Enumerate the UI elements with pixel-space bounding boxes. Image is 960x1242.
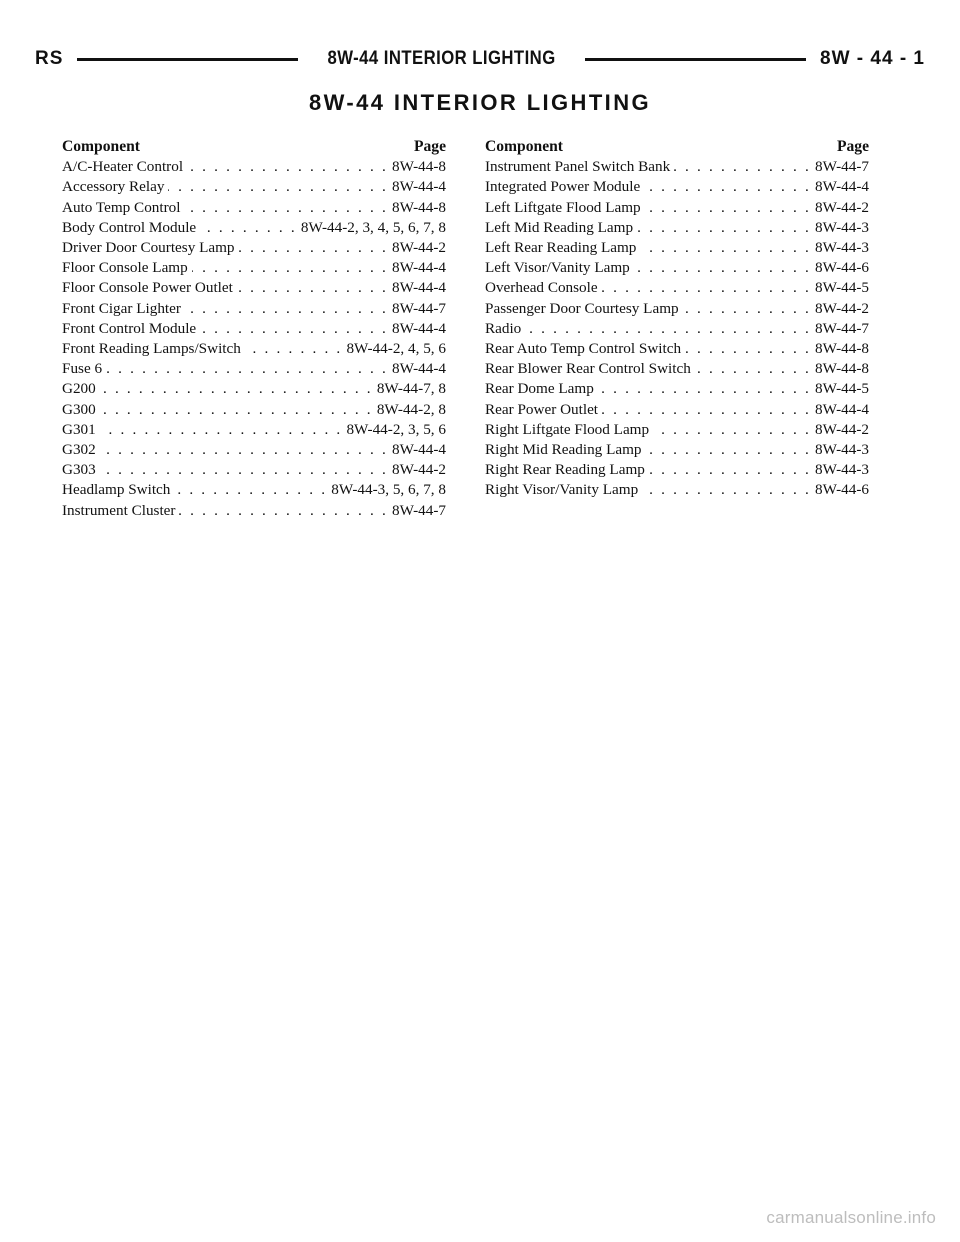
index-entry bbox=[62, 157, 446, 177]
dot-leader bbox=[602, 278, 811, 298]
index-entry bbox=[485, 460, 869, 480]
watermark: carmanualsonline.info bbox=[766, 1208, 936, 1227]
index-entry bbox=[485, 278, 869, 298]
dot-leader bbox=[100, 379, 373, 399]
page-reference: 8W-44-7, 8 bbox=[376, 380, 446, 398]
component-name: G300 bbox=[62, 400, 96, 418]
index-entry bbox=[62, 258, 446, 278]
column-heading bbox=[62, 137, 446, 157]
dot-leader bbox=[100, 400, 373, 420]
page-reference: 8W-44-2, 4, 5, 6 bbox=[346, 340, 446, 358]
component-name: Overhead Console bbox=[485, 279, 598, 297]
index-entry bbox=[62, 319, 446, 339]
page-reference: 8W-44-4 bbox=[815, 178, 869, 196]
index-entry bbox=[62, 218, 446, 238]
component-name: Passenger Door Courtesy Lamp bbox=[485, 299, 679, 317]
page-reference: 8W-44-2 bbox=[392, 461, 446, 479]
page-reference: 8W-44-3 bbox=[815, 239, 869, 257]
column-heading bbox=[485, 137, 869, 157]
page-reference: 8W-44-8 bbox=[392, 158, 446, 176]
dot-leader bbox=[602, 400, 811, 420]
page-reference: 8W-44-3, 5, 6, 7, 8 bbox=[331, 481, 446, 499]
index-entry bbox=[485, 480, 869, 500]
index-entry bbox=[62, 278, 446, 298]
component-name: G200 bbox=[62, 380, 96, 398]
dot-leader bbox=[200, 319, 388, 339]
index-entry bbox=[485, 359, 869, 379]
component-name: Fuse 6 bbox=[62, 360, 103, 378]
index-entry bbox=[62, 359, 446, 379]
header-rule-right bbox=[585, 58, 806, 61]
component-name: G302 bbox=[62, 441, 96, 459]
dot-leader bbox=[179, 501, 388, 521]
component-name: Left Mid Reading Lamp bbox=[485, 218, 634, 236]
index-entry bbox=[485, 177, 869, 197]
header-section-code: RS bbox=[35, 48, 64, 69]
component-name: Front Cigar Lighter bbox=[62, 299, 181, 317]
component-name: Right Mid Reading Lamp bbox=[485, 441, 642, 459]
dot-leader bbox=[653, 420, 811, 440]
dot-leader bbox=[184, 198, 388, 218]
component-name: Rear Auto Temp Control Switch bbox=[485, 340, 682, 358]
index-entry bbox=[485, 339, 869, 359]
page-reference: 8W-44-7 bbox=[392, 501, 446, 519]
dot-leader bbox=[245, 339, 343, 359]
index-entry bbox=[485, 258, 869, 278]
dot-leader bbox=[640, 238, 811, 258]
index-entry bbox=[62, 379, 446, 399]
index-entry bbox=[62, 238, 446, 258]
index-column-right bbox=[485, 137, 869, 501]
dot-leader bbox=[100, 460, 388, 480]
page-heading: Page bbox=[836, 138, 869, 155]
page-reference: 8W-44-2, 3, 4, 5, 6, 7, 8 bbox=[300, 218, 446, 236]
page-reference: 8W-44-4 bbox=[392, 441, 446, 459]
component-name: Front Reading Lamps/Switch bbox=[62, 340, 241, 358]
dot-leader bbox=[525, 319, 811, 339]
page-reference: 8W-44-2 bbox=[815, 299, 869, 317]
page-reference: 8W-44-6 bbox=[815, 481, 869, 499]
page-reference: 8W-44-8 bbox=[815, 360, 869, 378]
dot-leader bbox=[237, 278, 388, 298]
index-entry bbox=[485, 319, 869, 339]
dot-leader bbox=[646, 440, 811, 460]
component-name: Right Rear Reading Lamp bbox=[485, 461, 645, 479]
index-entry bbox=[485, 157, 869, 177]
component-name: G301 bbox=[62, 420, 96, 438]
component-name: G303 bbox=[62, 461, 96, 479]
component-name: Rear Power Outlet bbox=[485, 400, 599, 418]
page-reference: 8W-44-6 bbox=[815, 259, 869, 277]
index-entry bbox=[62, 198, 446, 218]
index-entry bbox=[485, 440, 869, 460]
header-rule-left bbox=[77, 58, 298, 61]
page-reference: 8W-44-2 bbox=[815, 420, 869, 438]
index-entry bbox=[485, 198, 869, 218]
page-reference: 8W-44-5 bbox=[815, 279, 869, 297]
page-reference: 8W-44-4 bbox=[392, 178, 446, 196]
index-entry bbox=[62, 440, 446, 460]
component-name: Left Visor/Vanity Lamp bbox=[485, 259, 630, 277]
page-reference: 8W-44-8 bbox=[392, 198, 446, 216]
page-header bbox=[35, 44, 925, 74]
dot-leader bbox=[642, 480, 811, 500]
page-reference: 8W-44-7 bbox=[815, 158, 869, 176]
dot-leader bbox=[192, 258, 388, 278]
index-entry bbox=[62, 460, 446, 480]
page-reference: 8W-44-3 bbox=[815, 441, 869, 459]
component-name: Driver Door Courtesy Lamp bbox=[62, 239, 235, 257]
page-reference: 8W-44-2 bbox=[815, 198, 869, 216]
dot-leader bbox=[685, 339, 811, 359]
index-entry bbox=[62, 480, 446, 500]
page-reference: 8W-44-2, 8 bbox=[376, 400, 446, 418]
page-heading: Page bbox=[413, 138, 446, 155]
component-name: Accessory Relay bbox=[62, 178, 165, 196]
component-name: Front Control Module bbox=[62, 319, 197, 337]
component-name: Instrument Cluster bbox=[62, 501, 176, 519]
page-reference: 8W-44-7 bbox=[392, 299, 446, 317]
dot-leader bbox=[649, 460, 811, 480]
dot-leader bbox=[100, 440, 388, 460]
component-name: Body Control Module bbox=[62, 218, 197, 236]
page-reference: 8W-44-2 bbox=[392, 239, 446, 257]
component-name: Rear Dome Lamp bbox=[485, 380, 594, 398]
component-name: Left Liftgate Flood Lamp bbox=[485, 198, 641, 216]
dot-leader bbox=[106, 359, 388, 379]
header-page-number: 8W - 44 - 1 bbox=[820, 48, 926, 69]
component-name: Auto Temp Control bbox=[62, 198, 181, 216]
index-entry bbox=[485, 299, 869, 319]
dot-leader bbox=[187, 157, 388, 177]
index-entry bbox=[62, 339, 446, 359]
page-reference: 8W-44-4 bbox=[392, 279, 446, 297]
component-name: Right Liftgate Flood Lamp bbox=[485, 420, 650, 438]
header-section-title: 8W-44 INTERIOR LIGHTING bbox=[327, 48, 556, 69]
page-title: 8W-44 INTERIOR LIGHTING bbox=[309, 90, 651, 115]
component-name: Floor Console Power Outlet bbox=[62, 279, 233, 297]
component-name: Left Rear Reading Lamp bbox=[485, 239, 637, 257]
dot-leader bbox=[100, 420, 343, 440]
component-name: Integrated Power Module bbox=[485, 178, 641, 196]
dot-leader bbox=[644, 177, 811, 197]
component-name: Floor Console Lamp bbox=[62, 259, 188, 277]
index-entry bbox=[62, 400, 446, 420]
index-entry bbox=[62, 501, 446, 521]
dot-leader bbox=[185, 299, 388, 319]
dot-leader bbox=[634, 258, 811, 278]
dot-leader bbox=[168, 177, 388, 197]
dot-leader bbox=[683, 299, 811, 319]
dot-leader bbox=[239, 238, 388, 258]
index-column-left bbox=[62, 137, 446, 521]
page-reference: 8W-44-3 bbox=[815, 218, 869, 236]
page-reference: 8W-44-2, 3, 5, 6 bbox=[346, 420, 446, 438]
component-name: Right Visor/Vanity Lamp bbox=[485, 481, 639, 499]
page-reference: 8W-44-7 bbox=[815, 319, 869, 337]
index-entry bbox=[485, 218, 869, 238]
dot-leader bbox=[674, 157, 811, 177]
page-reference: 8W-44-4 bbox=[392, 259, 446, 277]
dot-leader bbox=[598, 379, 811, 399]
index-entry bbox=[62, 177, 446, 197]
page-reference: 8W-44-4 bbox=[815, 400, 869, 418]
dot-leader bbox=[645, 198, 811, 218]
component-name: Instrument Panel Switch Bank bbox=[485, 158, 671, 176]
component-name: Headlamp Switch bbox=[62, 481, 171, 499]
page-reference: 8W-44-3 bbox=[815, 461, 869, 479]
index-entry bbox=[485, 400, 869, 420]
component-heading: Component bbox=[62, 138, 140, 155]
dot-leader bbox=[174, 480, 327, 500]
index-entry bbox=[62, 420, 446, 440]
component-name: Rear Blower Rear Control Switch bbox=[485, 360, 691, 378]
index-entry bbox=[62, 299, 446, 319]
page-reference: 8W-44-5 bbox=[815, 380, 869, 398]
dot-leader bbox=[637, 218, 811, 238]
component-name: A/C-Heater Control bbox=[62, 158, 184, 176]
index-entry bbox=[485, 420, 869, 440]
index-entry bbox=[485, 238, 869, 258]
component-name: Radio bbox=[485, 319, 522, 337]
component-heading: Component bbox=[485, 138, 563, 155]
page-reference: 8W-44-4 bbox=[392, 360, 446, 378]
page-reference: 8W-44-8 bbox=[815, 340, 869, 358]
dot-leader bbox=[695, 359, 811, 379]
dot-leader bbox=[200, 218, 297, 238]
index-entry bbox=[485, 379, 869, 399]
page-reference: 8W-44-4 bbox=[392, 319, 446, 337]
